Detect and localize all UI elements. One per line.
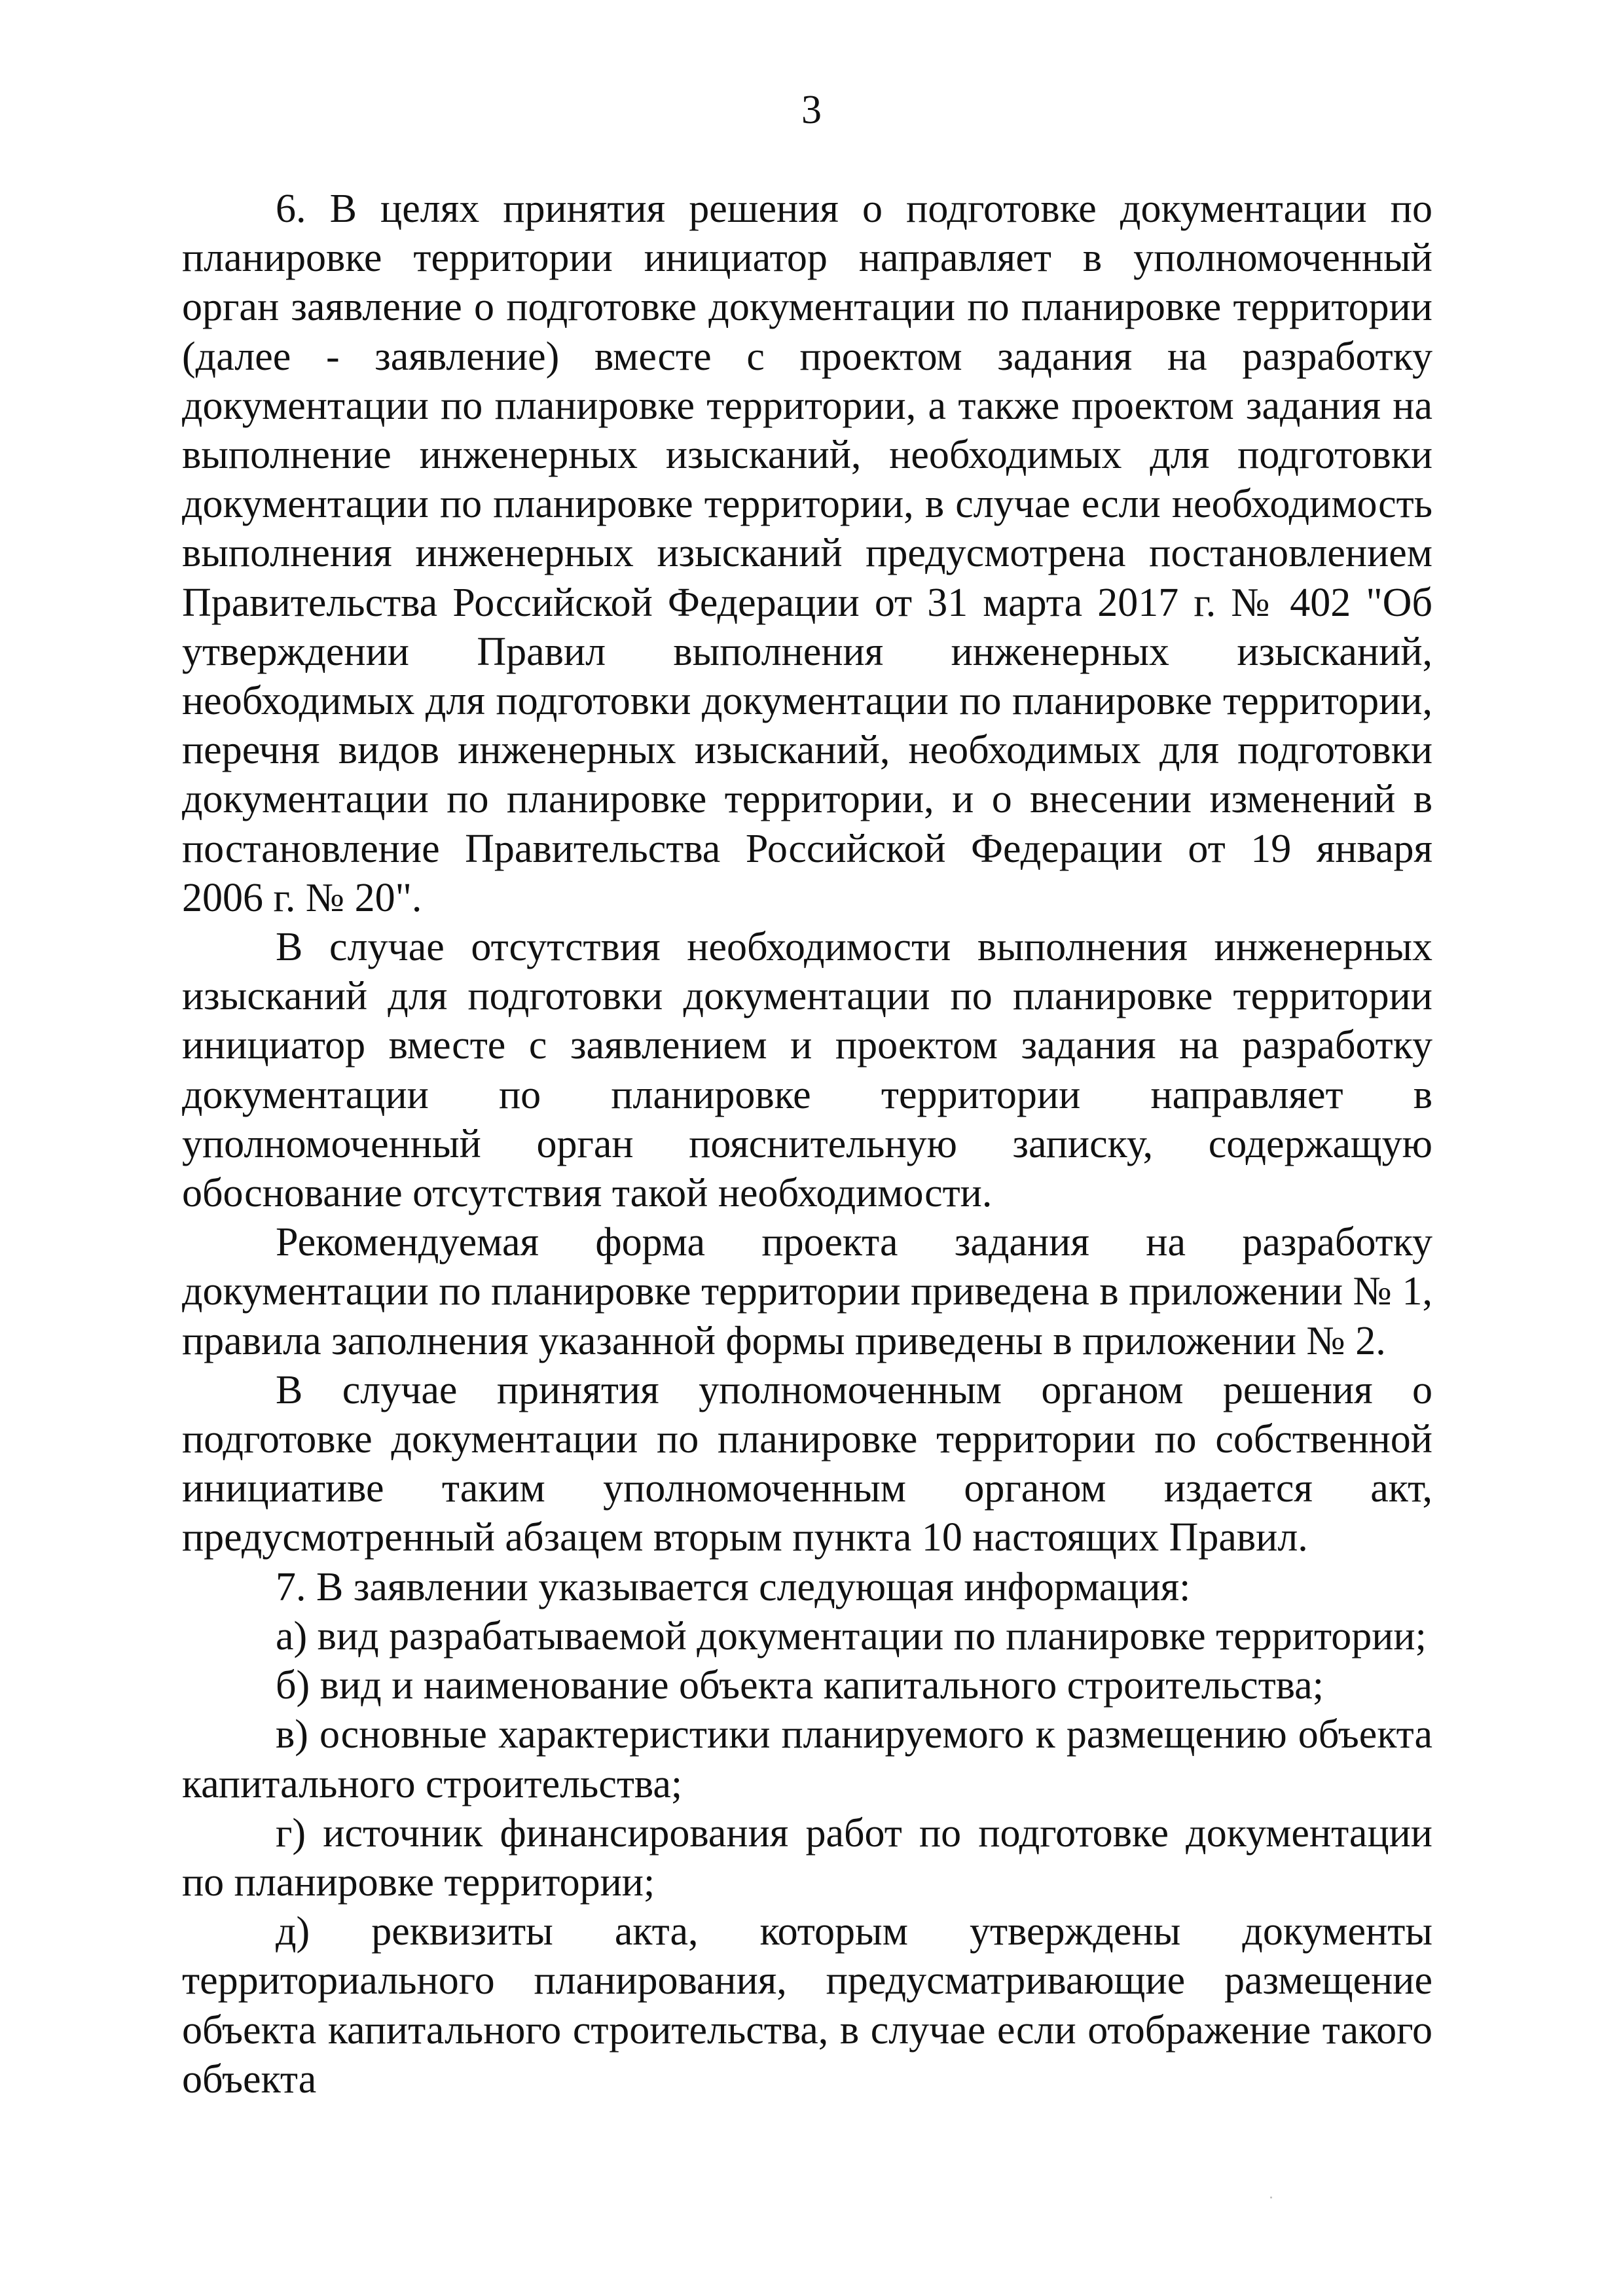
list-item-d: д) реквизиты акта, которым утверждены документы территориального планирования, предусматривающие размещение объекта капитального строительства, в случае если отображение такого объекта <box>182 1909 1432 2102</box>
paragraph-no-surveys: В случае отсутствия необходимости выполнения инженерных изысканий для подготовки документации по планировке территории инициатор вместе с заявлением и проектом задания на разработку документации по планировке территории направляет в уполномоченный орган пояснительную записку, содержащую обоснование отсутствия такой необходимости. <box>182 925 1432 1216</box>
paragraph-recommended-form: Рекомендуемая форма проекта задания на разработку документации по планировке территории приведена в приложении № 1, правила заполнения указанной формы приведены в приложении № 2. <box>182 1220 1432 1363</box>
list-item-v: в) основные характеристики планируемого к размещению объекта капитального строительства; <box>182 1712 1432 1806</box>
list-item-b: б) вид и наименование объекта капитального строительства; <box>276 1663 1324 1708</box>
paragraph-own-initiative: В случае принятия уполномоченным органом решения о подготовке документации по планировке территории по собственной инициативе таким уполномоченным органом издается акт, предусмотренный абзацем вторым пункта 10 настоящих Правил. <box>182 1367 1432 1560</box>
page-number: 3 <box>801 88 822 132</box>
document-body <box>182 185 1432 2104</box>
scan-speck <box>1270 2197 1272 2198</box>
list-item-a: а) вид разрабатываемой документации по планировке территории; <box>276 1613 1427 1659</box>
paragraph-6: 6. В целях принятия решения о подготовке документации по планировке территории инициатор направляет в уполномоченный орган заявление о подготовке документации по планировке территории (далее - заявление) вместе с проектом задания на разработку документации по планировке территории, а также проектом задания на выполнение инженерных изысканий, необходимых для подготовки документации по планировке территории, в случае если необходимость выполнения инженерных изысканий предусмотрена постановлением Правительства Российской Федерации от 31 марта 2017 г. № 402 "Об утверждении Правил выполнения инженерных изысканий, необходимых для подготовки документации по планировке территории, перечня видов инженерных изысканий, необходимых для подготовки документации по планировке территории, и о внесении изменений в постановление Правительства Российской Федерации от 19 января 2006 г. № 20". <box>182 187 1432 920</box>
list-item-g: г) источник финансирования работ по подготовке документации по планировке территории; <box>182 1810 1432 1905</box>
paragraph-7: 7. В заявлении указывается следующая информация: <box>276 1564 1191 1609</box>
